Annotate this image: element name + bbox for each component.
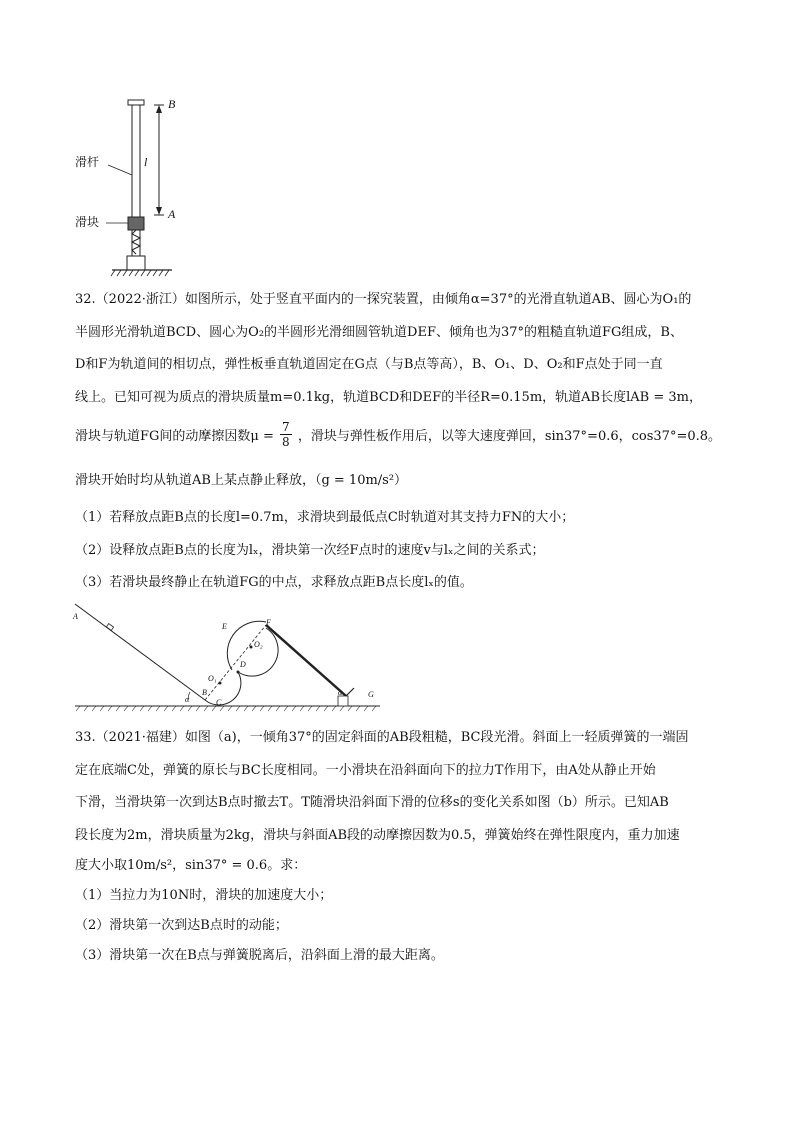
fig2-label-G: G xyxy=(368,690,374,699)
figure-track xyxy=(70,600,390,715)
fig2-alpha-right: α xyxy=(338,688,343,697)
fig1-label-A: A xyxy=(168,207,176,221)
track-diagram xyxy=(70,600,390,715)
fig2-label-F: F xyxy=(266,618,271,627)
q32-line-1: 32.（2022·浙江）如图所示，处于竖直平面内的一探究装置，由倾角α=37°的光滑直轨道AB、圆心为O₁的 xyxy=(75,292,692,307)
fig2-label-B: B xyxy=(202,688,207,697)
fig2-label-O2: O₂ xyxy=(254,640,263,649)
fig2-label-A: A xyxy=(73,612,78,621)
q32-sub-3: （3）若滑块最终静止在轨道FG的中点，求释放点距B点长度lₓ的值。 xyxy=(75,575,473,590)
q33-sub-1: （1）当拉力为10N时，滑块的加速度大小； xyxy=(75,888,333,903)
q32-sub-2: （2）设释放点距B点的长度为lₓ，滑块第一次经F点时的速度v与lₓ之间的关系式； xyxy=(75,543,545,558)
slide-rod-diagram xyxy=(70,95,200,285)
q33-sub-2: （2）滑块第一次到达B点时的动能； xyxy=(75,918,288,933)
mu-fraction xyxy=(280,420,292,449)
fig2-label-O1: O₁ xyxy=(208,674,217,683)
fig2-label-C: C xyxy=(216,698,222,707)
q33-line-4: 段长度为2m，滑块质量为2kg，滑块与斜面AB段的动摩擦因数为0.5，弹簧始终在弹性限度内，重力加速 xyxy=(75,828,680,843)
fraction-denominator: 8 xyxy=(282,435,290,449)
fig1-rod-label: 滑杆 xyxy=(75,155,100,169)
figure-slide-rod xyxy=(70,95,200,285)
fig1-label-l: l xyxy=(144,155,148,169)
q33-line-2: 定在底端C处，弹簧的原长与BC长度相同。一小滑块在沿斜面向下的拉力T作用下，由A处从静止开始 xyxy=(75,763,656,778)
fig2-label-D: D xyxy=(240,660,246,669)
fig2-alpha-left: α xyxy=(185,695,190,704)
fig2-label-E: E xyxy=(222,622,227,631)
q32-line-5b: ，滑块与弹性板作用后，以等大速度弹回，sin37°=0.6，cos37°=0.8。 xyxy=(297,429,722,444)
q32-line-4: 线上。已知可视为质点的滑块质量m=0.1kg，轨道BCD和DEF的半径R=0.15m，轨道AB长度lAB = 3m， xyxy=(75,390,702,405)
q32-line-6: 滑块开始时均从轨道AB上某点静止释放，（g = 10m/s²） xyxy=(75,473,408,488)
fig1-label-B: B xyxy=(168,97,176,111)
q32-sub-1: （1）若释放点距B点的长度l=0.7m，求滑块到最低点C时轨道对其支持力FN的大小； xyxy=(75,510,575,525)
q32-line-5a: 滑块与轨道FG间的动摩擦因数μ = xyxy=(75,429,274,444)
q33-line-5: 度大小取10m/s²，sin37° = 0.6。求： xyxy=(75,858,307,873)
q32-line-3: D和F为轨道间的相切点，弹性板垂直轨道固定在G点（与B点等高），B、O₁、D、O₂和F点处于同一直 xyxy=(75,357,663,372)
fig1-block-label: 滑块 xyxy=(75,215,100,229)
q32-line-5 xyxy=(75,420,721,456)
fraction-numerator: 7 xyxy=(282,420,290,434)
q33-line-3: 下滑，当滑块第一次到达B点时撤去T。T随滑块沿斜面下滑的位移s的变化关系如图（b）所示。已知AB xyxy=(75,795,669,810)
q32-line-2: 半圆形光滑轨道BCD、圆心为O₂的半圆形光滑细圆管轨道DEF、倾角也为37°的粗糙直轨道FG组成，B、 xyxy=(75,325,683,340)
q33-sub-3: （3）滑块第一次在B点与弹簧脱离后，沿斜面上滑的最大距离。 xyxy=(75,948,444,963)
q33-line-1: 33.（2021·福建）如图（a)，一倾角37°的固定斜面的AB段粗糙，BC段光滑。斜面上一轻质弹簧的一端固 xyxy=(75,730,689,745)
